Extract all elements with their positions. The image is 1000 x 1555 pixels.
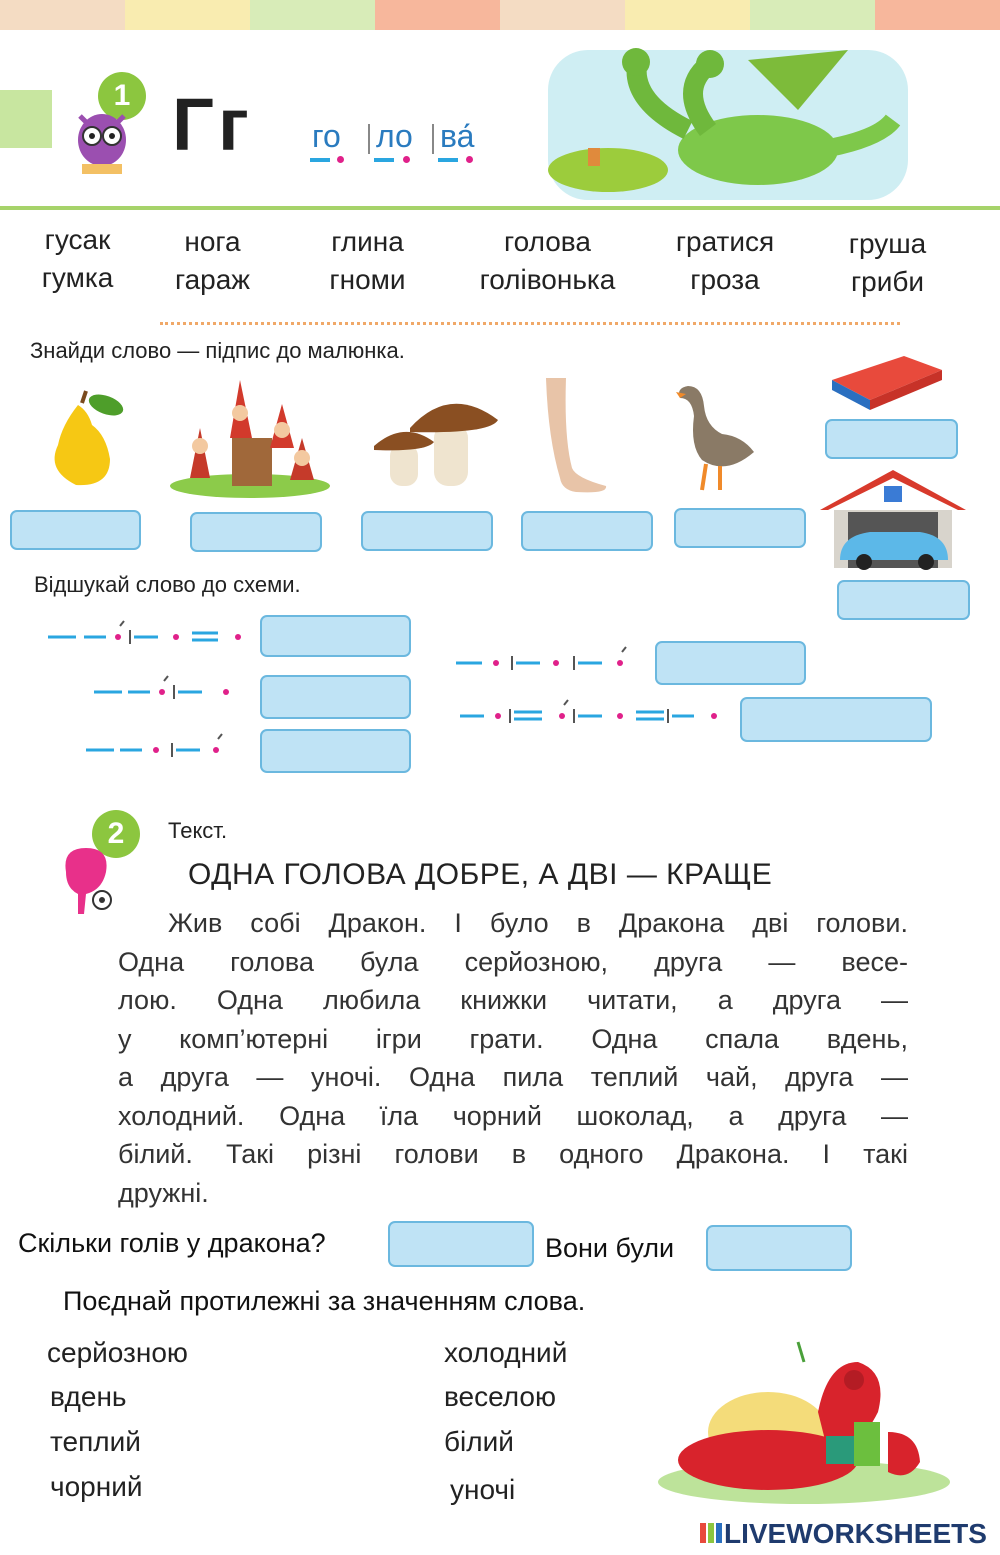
word-list-item: гумка [41, 262, 114, 293]
schema-answer-input-3[interactable] [260, 729, 411, 773]
sleeping-dragon-picture [658, 1332, 950, 1504]
schema-dash [374, 158, 394, 162]
liveworksheets-brand[interactable]: LIVEWORKSHEETS [724, 1518, 987, 1549]
syllable-2: ло [376, 118, 413, 154]
task-number-badge-1: 1 [98, 72, 146, 120]
stripe-segment [750, 0, 875, 30]
answer-input-goose[interactable] [674, 508, 806, 548]
syllable-separator [368, 124, 370, 154]
schema-dot [337, 156, 344, 163]
match-right-word[interactable]: білий [444, 1426, 514, 1457]
schema-dash [438, 158, 458, 162]
question-they-were: Вони були [545, 1233, 675, 1263]
schema-dot [466, 156, 473, 163]
word-list-item: гратися [675, 226, 775, 257]
stripe-segment [125, 0, 250, 30]
match-right-word[interactable]: уночі [450, 1474, 516, 1505]
eraser-picture [826, 350, 946, 412]
story-line: холодний. Одна їла чорний шоколад, а друга — [118, 1100, 908, 1131]
green-tab-marker [0, 90, 52, 148]
story-line: а друга — уночі. Одна пила теплий чай, друга — [118, 1062, 908, 1092]
match-left-word[interactable]: чорний [50, 1471, 143, 1502]
dragon-picture [548, 40, 908, 200]
goose-picture [672, 376, 762, 496]
stripe-segment [875, 0, 1000, 30]
stripe-segment [250, 0, 375, 30]
schema-answer-input-2[interactable] [260, 675, 411, 719]
story-line: Одна голова була серйозною, друга — весе- [118, 946, 908, 977]
answer-input-pear[interactable] [10, 510, 141, 550]
syllable-1: го [312, 118, 341, 154]
word-list-item: глина [331, 226, 404, 257]
word-list-item: гноми [329, 264, 406, 295]
mushrooms-picture [370, 384, 500, 490]
garage-picture [820, 470, 966, 570]
word-list-item: голівонька [479, 264, 616, 295]
story-text [118, 904, 908, 1212]
stripe-segment [0, 0, 125, 30]
they-were-input[interactable] [706, 1225, 852, 1271]
word-list-item: нога [184, 226, 241, 257]
story-line: лою. Одна любила книжки читати, а друга — [118, 985, 908, 1015]
stripe-segment [500, 0, 625, 30]
top-color-stripe [0, 0, 1000, 30]
story-line: Жив собі Дракон. І було в Дракона дві голови. [168, 908, 908, 938]
liveworksheets-logo-icon [700, 1521, 722, 1545]
leg-picture [536, 378, 616, 496]
stripe-segment [375, 0, 500, 30]
syllable-3: ва́ [440, 118, 475, 154]
section-divider [0, 206, 1000, 210]
gnomes-picture [170, 368, 332, 498]
match-left-word[interactable]: вдень [50, 1381, 127, 1412]
match-left-word[interactable]: серйозною [47, 1337, 188, 1368]
schema-answer-input-5[interactable] [740, 697, 932, 742]
word-list-item: гриби [850, 266, 925, 297]
schema-dash [310, 158, 330, 162]
heads-count-input[interactable] [388, 1221, 534, 1267]
sound-schema-group-left [40, 620, 250, 770]
story-line: білий. Такі різні голови в одного Дракона. І такі [118, 1139, 908, 1169]
owl-mascot-icon [70, 104, 134, 184]
schema-instruction: Відшукай слово до схеми. [34, 572, 301, 597]
dotted-divider [160, 322, 900, 325]
stripe-segment [625, 0, 750, 30]
schema-answer-input-1[interactable] [260, 615, 411, 657]
match-instruction: Поєднай протилежні за значенням слова. [63, 1286, 586, 1316]
word-list-item: голова [504, 226, 591, 257]
word-list-item: груша [848, 228, 927, 259]
question-heads-count: Скільки голів у дракона? [18, 1228, 326, 1258]
text-label: Текст. [168, 818, 228, 843]
match-right-word[interactable]: холодний [444, 1337, 568, 1368]
letter-title: Гг [172, 83, 253, 166]
task-number-badge-2: 2 [92, 810, 140, 858]
answer-input-mushrooms[interactable] [361, 511, 493, 551]
word-list-item: гараж [174, 264, 251, 295]
word-list-item: гроза [690, 264, 760, 295]
answer-input-gnomes[interactable] [190, 512, 322, 552]
word-list-item: гусак [44, 224, 111, 255]
schema-answer-input-4[interactable] [655, 641, 806, 685]
answer-input-garage[interactable] [837, 580, 970, 620]
story-title: ОДНА ГОЛОВА ДОБРЕ, А ДВІ — КРАЩЕ [188, 858, 773, 891]
pink-mascot-icon [56, 842, 122, 918]
syllable-separator [432, 124, 434, 154]
match-right-word[interactable]: веселою [444, 1381, 556, 1412]
story-line: у комп’ютерні ігри грати. Одна спала вдень, [118, 1023, 908, 1054]
answer-input-eraser[interactable] [825, 419, 958, 459]
answer-input-leg[interactable] [521, 511, 653, 551]
task1-instruction: Знайди слово — підпис до малюнка. [30, 338, 405, 363]
story-line: дружні. [118, 1177, 209, 1208]
match-left-word[interactable]: теплий [50, 1426, 141, 1457]
pear-picture [32, 385, 128, 490]
schema-dot [403, 156, 410, 163]
